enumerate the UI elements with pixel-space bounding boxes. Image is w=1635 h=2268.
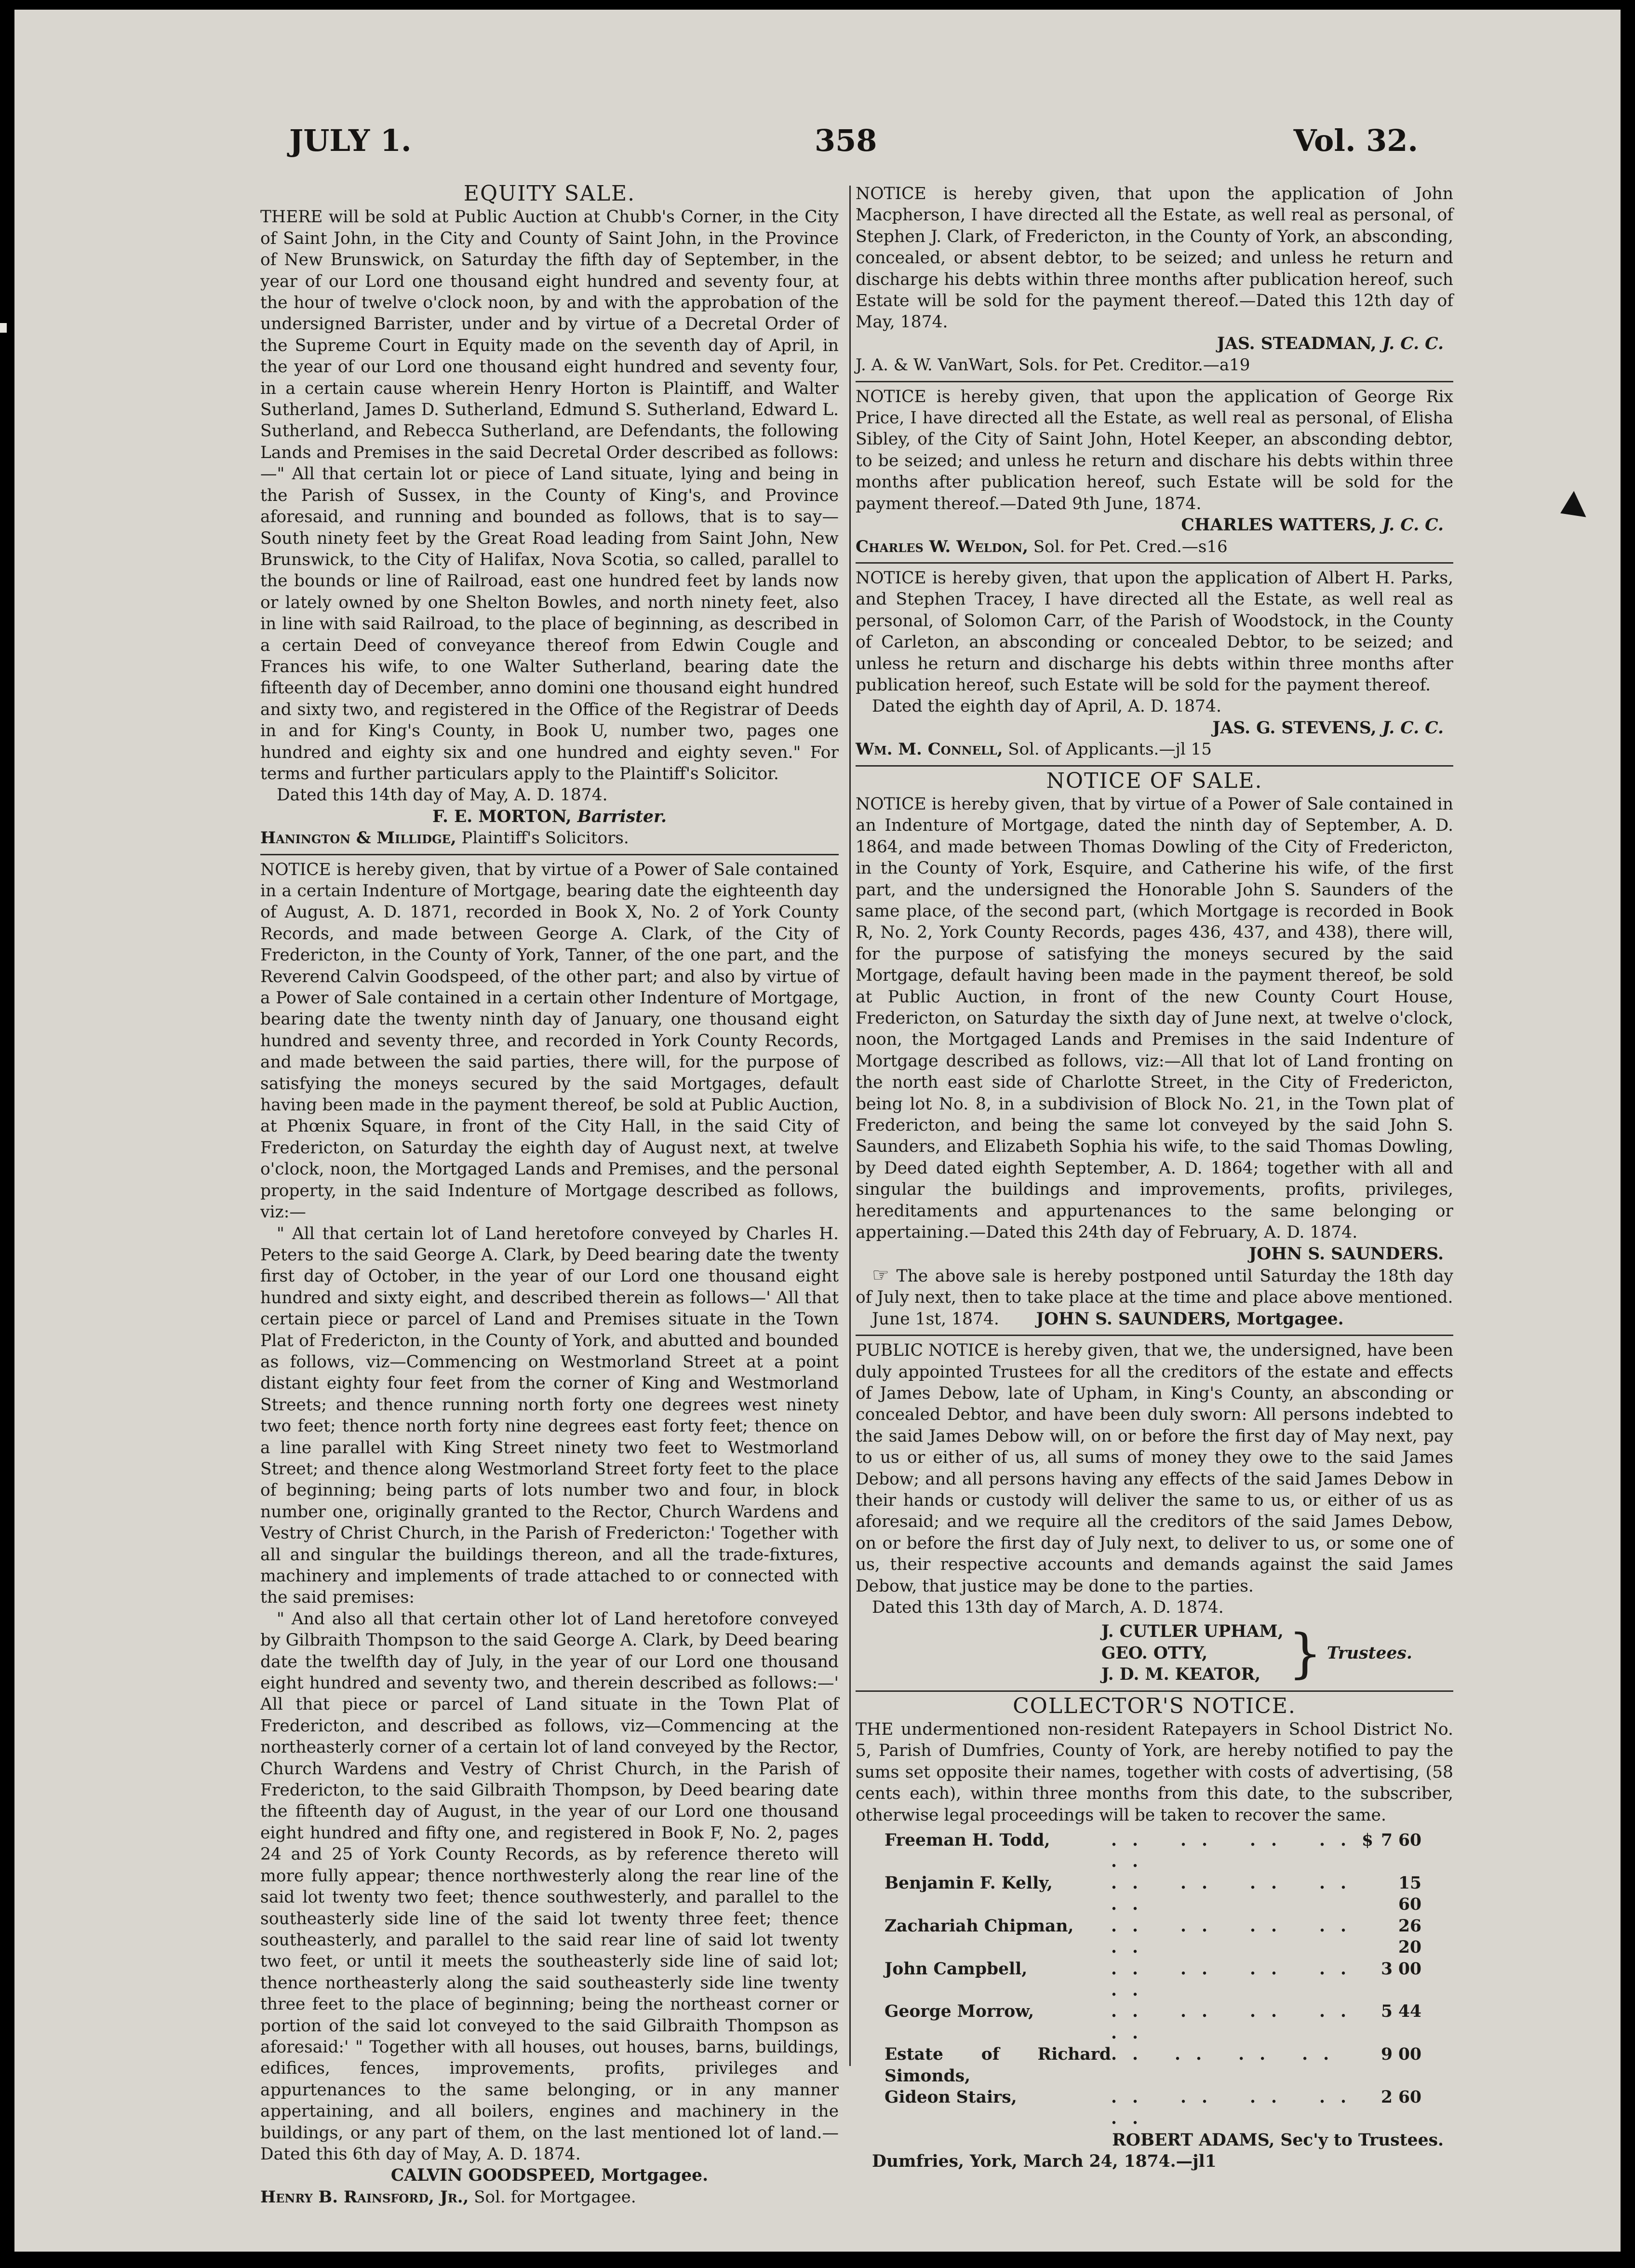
postponement-date: June 1st, 1874.: [872, 1309, 999, 1329]
mortgage-solicitor-name: Henry B. Rainsford, Jr.,: [260, 2187, 469, 2207]
ratepayer-list: [885, 1830, 1424, 2130]
ratepayer-amount: 5 44: [1380, 2002, 1421, 2022]
ratepayer-row: [885, 1830, 1424, 1873]
postponement-signer: JOHN S. SAUNDERS, Mortgagee.: [1036, 1309, 1344, 1329]
ratepayer-amount: 2 60: [1380, 2087, 1421, 2107]
ratepayer-amount: 15 60: [1398, 1873, 1421, 1915]
left-column: [260, 183, 839, 2208]
ratepayer-amount: 7 60: [1380, 1831, 1421, 1850]
currency-symbol: [1362, 1916, 1373, 1958]
currency-symbol: [1362, 2001, 1373, 2044]
equity-sale-signer: [260, 806, 839, 827]
pointing-hand-icon: ☞: [872, 1264, 889, 1286]
notice-3-signer: [856, 717, 1453, 739]
notice-3-solicitor-name: Wm. M. Connell,: [856, 740, 1003, 759]
mortgage-notice-signer: CALVIN GOODSPEED, Mortgagee.: [390, 2166, 709, 2186]
divider-rule: [856, 562, 1453, 564]
mortgage-notice-p3: " And also all that certain other lot of Land heretofore conveyed by Gilbraith Thompson to the said George A. Clark, by Deed bearing date the twelfth day of July, in the year of our Lord one thousand eight hundred and seventy two, and therein described as follows:—' All that piece or parcel of Land situate in the Town Plat of Fredericton, and described as follows, viz—Commencing at the northeasterly corner of a certain lot of land conveyed by the Rector, Church Wardens and Vestry of Christ Church, in the Parish of Fredericton, to the said Gilbraith Thompson, by Deed bearing date the fifteenth day of August, in the year of our Lord one thousand eight hundred and fifty one, and registered in Book F, No. 2, pages 24 and 25 of York County Records, as by reference thereto will more fully appear; thence northwesterly along the rear line of the said lot twenty two feet; thence southwesterly, and parallel to the southeasterly side line of the said lot twenty three feet; thence southeasterly, and parallel to the said rear line of said lot twenty two feet, or until it meets the southeasterly side line of said lot; thence northeasterly along the said southeasterly side line twenty three feet to the place of beginning; being the northeast corner or portion of the said lot conveyed to the said Gilbraith Thompson as aforesaid:' " Together with all houses, out houses, barns, buildings, edifices, fences, improvements, profits, privileges and appurtenances to the same belonging, or in any manner appertaining, and all boilers, engines and machinery in the buildings, or any part of them, on the last mentioned lot of land.—Dated this 6th day of May, A. D. 1874.: [260, 1609, 839, 2164]
notice-2-body: NOTICE is hereby given, that upon the application of George Rix Price, I have directed all the Estate, as well real as personal, of Elisha Sibley, of the City of Saint John, Hotel Keeper, an absconding debtor, to be seized; and unless he return and dischare his debts within three months after publication hereof, such Estate will be sold for the payment thereof.—Dated 9th June, 1874.: [856, 387, 1453, 513]
postponement-text: The above sale is hereby postponed until Saturday the 18th day of July next, then to take place at the time and place above mentioned.: [856, 1266, 1453, 1308]
divider-rule: [856, 765, 1453, 767]
trustees-names: [1101, 1621, 1284, 1685]
ratepayer-name: Gideon Stairs,: [885, 2087, 1017, 2107]
notice-2-signer-title: J. C. C.: [1382, 515, 1444, 535]
ratepayer-name: Freeman H. Todd,: [885, 1831, 1050, 1850]
right-column: [856, 183, 1453, 2173]
collectors-notice-signer: ROBERT ADAMS, Sec'y to Trustees.: [1112, 2130, 1444, 2150]
divider-rule: [856, 1335, 1453, 1336]
notice-1-signer-name: JAS. STEADMAN,: [1217, 334, 1377, 353]
ratepayer-name: John Campbell,: [885, 1959, 1028, 1979]
collectors-notice-dated: Dumfries, York, March 24, 1874.—jl1: [872, 2152, 1217, 2172]
equity-signer-name: F. E. MORTON,: [432, 807, 572, 826]
equity-sale-title: EQUITY SALE.: [463, 181, 636, 206]
divider-rule: [856, 381, 1453, 382]
column-divider: [849, 186, 851, 2066]
trustees-block: [1101, 1621, 1453, 1685]
notice-3-solicitor: [856, 739, 1453, 760]
equity-signer-title: Barrister.: [577, 807, 667, 826]
trustee-name: GEO. OTTY,: [1101, 1643, 1208, 1663]
currency-symbol: $: [1362, 1831, 1374, 1850]
header-page-number: 358: [815, 123, 877, 158]
newspaper-page: [14, 10, 1621, 2252]
pointer-arrow-icon: [1554, 491, 1586, 526]
leader-dots: .. .. .. .. ..: [1111, 2087, 1362, 2129]
trustees-label: Trustees.: [1327, 1643, 1412, 1663]
ratepayer-name: George Morrow,: [885, 2002, 1034, 2022]
ratepayer-row: [885, 1873, 1424, 1916]
header-date: JULY 1.: [289, 123, 412, 158]
equity-sale-body: THERE will be sold at Public Auction at Chubb's Corner, in the City of Saint John, in the City and County of Saint John, in the Province of New Brunswick, on Saturday the fifth day of September, in the year of our Lord one thousand eight hundred and seventy four, at the hour of twelve o'clock noon, by and with the approbation of the undersigned Barrister, under and by virtue of a Decretal Order of the Supreme Court in Equity made on the seventh day of April, in the year of our Lord one thousand eight hundred and seventy four, in a certain cause wherein Henry Horton is Plaintiff, and Walter Sutherland, James D. Sutherland, Edmund S. Sutherland, Edward L. Sutherland, and Rebecca Sutherland, are Defendants, the following Lands and Premises in the said Decretal Order described as follows:—" All that certain lot or piece of Land situate, lying and being in the Parish of Sussex, in the County of King's, and Province aforesaid, and running and bounded as follows, that is to say—South ninety feet by the Great Road leading from Saint John, New Brunswick, to the City of Halifax, Nova Scotia, so called, parallel to the bounds or line of Railroad, east one hundred feet by lands now or lately owned by one Shelton Bowles, and north ninety feet, also in line with said Railroad, to the place of beginning, as described in a certain Deed of conveyance thereof from Edwin Cougle and Frances his wife, to one Walter Sutherland, bearing date the fifteenth day of December, anno domini one thousand eight hundred and sixty two, and registered in the Office of the Registrar of Deeds in and for King's County, in Book U, number two, pages one hundred and eighty six and one hundred and eighty seven." For terms and further particulars apply to the Plaintiff's Solicitor.: [260, 207, 839, 783]
leader-dots: .. .. .. ..: [1111, 2045, 1345, 2065]
notice-1-body: NOTICE is hereby given, that upon the application of John Macpherson, I have directed all the Estate, as well real as personal, of Stephen J. Clark, of Fredericton, in the County of York, an absconding, concealed, or absent debtor, to be seized; and unless he return and discharge his debts within three months after publication hereof, such Estate will be sold for the payment thereof.—Dated this 12th day of May, 1874.: [856, 184, 1453, 332]
notice-2-solicitor-name: Charles W. Weldon,: [856, 537, 1029, 556]
notice-1-signer: [856, 333, 1453, 354]
currency-symbol: [1362, 1958, 1373, 2001]
notice-3-dated: Dated the eighth day of April, A. D. 1874.: [872, 697, 1221, 716]
currency-symbol: [1362, 2044, 1373, 2087]
collectors-notice-body: THE undermentioned non-resident Ratepayers in School District No. 5, Parish of Dumfries, County of York, are hereby notified to pay the sums set opposite their names, together with costs of advertising, (58 cents each), within three months from this date, to the subscriber, otherwise legal proceedings will be taken to recover the same.: [856, 1720, 1453, 1825]
equity-solicitors: [260, 827, 839, 849]
ratepayer-row: [885, 2001, 1424, 2044]
notice-2-solicitor: [856, 536, 1453, 557]
equity-sale-dated: Dated this 14th day of May, A. D. 1874.: [277, 785, 608, 805]
notice-2-solicitor-rest: Sol. for Pet. Cred.—s16: [1028, 537, 1228, 556]
currency-symbol: [1362, 2087, 1373, 2130]
divider-rule: [856, 1690, 1453, 1692]
notice-1-solicitor: J. A. & W. VanWart, Sols. for Pet. Creditor.—a19: [856, 355, 1250, 375]
mortgage-notice-solicitor: [260, 2187, 839, 2208]
leader-dots: .. .. .. .. ..: [1111, 1873, 1362, 1915]
ratepayer-amount: 9 00: [1380, 2045, 1421, 2065]
public-notice-body: PUBLIC NOTICE is hereby given, that we, the undersigned, have been duly appointed Trustees for all the creditors of the estate and effects of James Debow, late of Upham, in King's County, an absconding or concealed Debtor, and have been duly sworn: All persons indebted to the said James Debow will, on or before the first day of May next, pay to us or either of us, all sums of money they owe to the said James Debow; and all persons having any effects of the said James Debow in their hands or custody will deliver the same to us, or either of us as aforesaid; and we require all the creditors of the said James Debow, on or before the first day of July next, to deliver to us, or some one of us, their respective accounts and demands against the said James Debow, that justice may be done to the parties.: [856, 1341, 1453, 1596]
notice-of-sale-title: NOTICE OF SALE.: [1046, 768, 1263, 793]
postponement-sign-line: [856, 1309, 1453, 1330]
equity-solicitors-name: Hanington & Millidge,: [260, 828, 456, 848]
header-volume: Vol. 32.: [1293, 123, 1418, 158]
notice-3-body: NOTICE is hereby given, that upon the application of Albert H. Parks, and Stephen Tracey, I have directed all the Estate, as well real as personal, of Solomon Carr, of the Parish of Woodstock, in the County of Carleton, an absconding or concealed Debtor, to be seized; and unless he return and discharge his debts within three months after publication hereof, such Estate will be sold for the payment thereof.: [856, 568, 1453, 695]
notice-2-signer: [856, 514, 1453, 536]
notice-of-sale-body: NOTICE is hereby given, that by virtue of a Power of Sale contained in an Indenture of Mortgage, dated the ninth day of September, A. D. 1864, and made between Thomas Dowling of the City of Fredericton, in the County of York, Esquire, and Catherine his wife, of the first part, and the undersigned the Honorable John S. Saunders of the same place, of the second part, (which Mortgage is recorded in Book R, No. 2, York County Records, pages 436, 437, and 438), there will, for the purpose of satisfying the moneys secured by the said Mortgage, default having been made in the payment thereof, be sold at Public Auction, in front of the new County Court House, Fredericton, on Saturday the sixth day of June next, at twelve o'clock, noon, the Mortgaged Lands and Premises in the said Indenture of Mortgage described as follows, viz:—All that lot of Land fronting on the north east side of Charlotte Street, in the City of Fredericton, being lot No. 8, in a subdivision of Block No. 21, in the Town plat of Fredericton, and being the same lot conveyed by the said John S. Saunders, and Elizabeth Sophia his wife, to the said Thomas Dowling, by Deed dated eighth September, A. D. 1864; together with all and singular the buildings and improvements, profits, privileges, hereditaments and appurtenances to the same belonging or appertaining.—Dated this 24th day of February, A. D. 1874.: [856, 794, 1453, 1242]
ratepayer-amount: 3 00: [1380, 1959, 1421, 1979]
notice-1-signer-title: J. C. C.: [1382, 334, 1444, 353]
ratepayer-amount: 26 20: [1398, 1916, 1421, 1958]
trustee-name: J. D. M. KEATOR,: [1101, 1665, 1261, 1685]
notice-of-sale-signer: JOHN S. SAUNDERS.: [1248, 1244, 1444, 1264]
postponement-note: [856, 1265, 1453, 1309]
trustee-name: J. CUTLER UPHAM,: [1101, 1622, 1284, 1642]
ratepayer-row: [885, 1916, 1424, 1958]
mortgage-notice-p2: " All that certain lot of Land heretofore conveyed by Charles H. Peters to the said George A. Clark, by Deed bearing date the twenty first day of October, in the year of our Lord one thousand eight hundred and sixty eight, and described therein as follows—' All that certain piece or parcel of Land and Premises situate in the Town Plat of Fredericton, in the County of York, and abutted and bounded as follows, viz—Commencing on Westmorland Street at a point distant eighty four feet from the corner of King and Westmorland Streets; and thence running north forty one degrees west ninety two feet; thence north forty nine degrees east forty feet; thence on a line parallel with King Street ninety two feet to Westmorland Street; and thence along Westmorland Street forty feet to the place of beginning; being parts of lots number two and four, in block number one, originally granted to the Rector, Church Wardens and Vestry of Christ Church, in the Parish of Fredericton:' Together with all and singular the buildings thereon, and all the trade-fixtures, machinery and implements of trade attached to or connected with the said premises:: [260, 1224, 839, 1607]
leader-dots: .. .. .. .. ..: [1111, 1916, 1362, 1958]
mortgage-solicitor-rest: Sol. for Mortgagee.: [469, 2187, 636, 2207]
ratepayer-name: Benjamin F. Kelly,: [885, 1873, 1053, 1893]
ratepayer-row: [885, 1958, 1424, 2001]
public-notice-dated: Dated this 13th day of March, A. D. 1874.: [872, 1598, 1224, 1617]
leader-dots: .. .. .. .. ..: [1111, 1959, 1362, 2000]
divider-rule: [260, 854, 839, 855]
mortgage-notice-p1: NOTICE is hereby given, that by virtue of a Power of Sale contained in a certain Indenture of Mortgage, bearing date the eighteenth day of August, A. D. 1871, recorded in Book X, No. 2 of York County Records, and made between George A. Clark, of the City of Fredericton, in the County of York, Tanner, of the one part, and the Reverend Calvin Goodspeed, of the other part; and also by virtue of a Power of Sale contained in a certain other Indenture of Mortgage, bearing date the twenty ninth day of January, one thousand eight hundred and seventy three, and recorded in York County Records, and made between the said parties, there will, for the purpose of satisfying the moneys secured by the said Mortgages, default having been made in the payment thereof, be sold at Public Auction, at Phœnix Square, in front of the City Hall, in the said City of Fredericton, on Saturday the eighth day of August next, at twelve o'clock, noon, the Mortgaged Lands and Premises, and the personal property, in the said Indenture of Mortgage described as follows, viz:—: [260, 860, 839, 1222]
leader-dots: .. .. .. .. ..: [1111, 2002, 1362, 2043]
notice-2-signer-name: CHARLES WATTERS,: [1181, 515, 1377, 535]
notice-3-signer-title: J. C. C.: [1382, 718, 1444, 738]
ratepayer-row: [885, 2087, 1424, 2130]
notice-3-solicitor-rest: Sol. of Applicants.—jl 15: [1003, 740, 1212, 759]
leader-dots: .. .. .. .. ..: [1111, 1831, 1362, 1872]
equity-solicitors-rest: Plaintiff's Solicitors.: [456, 828, 629, 848]
ratepayer-name: Estate of Richard Simonds,: [885, 2045, 1111, 2086]
ratepayer-row: [885, 2044, 1424, 2087]
currency-symbol: [1362, 1873, 1373, 1916]
brace-icon: }: [1288, 1622, 1322, 1685]
collectors-notice-title: COLLECTOR'S NOTICE.: [1013, 1693, 1296, 1718]
ratepayer-name: Zachariah Chipman,: [885, 1916, 1074, 1936]
notice-3-signer-name: JAS. G. STEVENS,: [1212, 718, 1377, 738]
edge-mark: [0, 323, 7, 333]
